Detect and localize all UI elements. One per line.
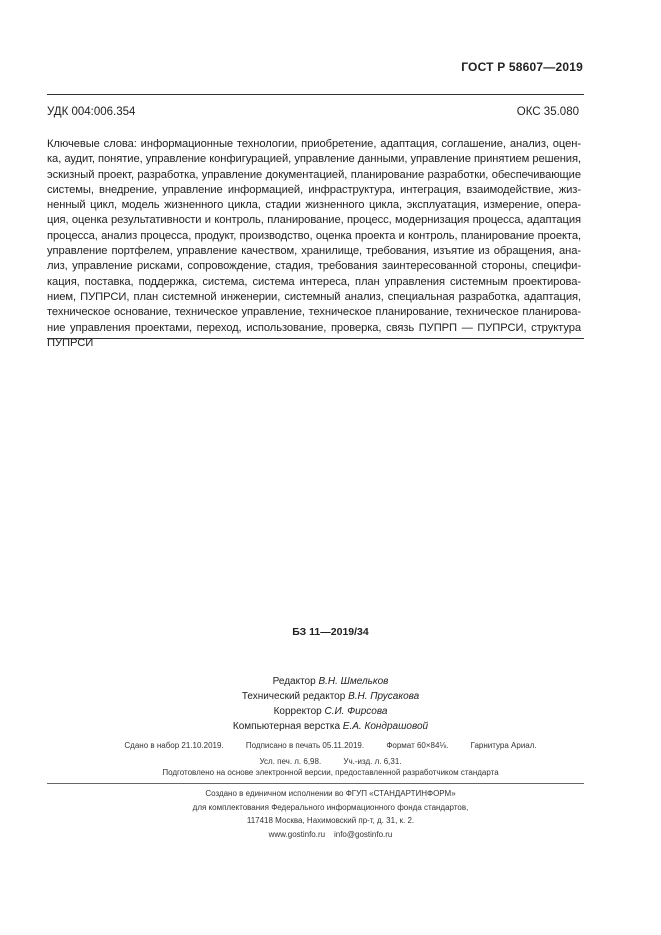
print-sheets: Усл. печ. л. 6,98. <box>259 757 322 766</box>
signed-date: Подписано в печать 05.11.2019. <box>245 741 365 750</box>
keywords-block <box>47 137 581 351</box>
oks-code: ОКС 35.080 <box>516 106 579 118</box>
website-link[interactable]: www.gostinfo.ru <box>268 829 326 839</box>
keywords-line: кация, поставка, поддержка, система, система интереса, план управления системным проектирова- <box>47 275 581 288</box>
typeface: Гарнитура Ариал. <box>470 741 537 750</box>
print-info <box>0 738 661 770</box>
keywords-line: управление портфелем, управление качеством, хранилище, требования, изъятие из обращения, ана- <box>47 245 581 258</box>
publisher-sheets: Уч.-изд. л. 6,31. <box>343 757 402 766</box>
paper-format: Формат 60×84⅛. <box>386 741 449 750</box>
header-divider <box>47 94 584 95</box>
keywords-line: Ключевые слова: информационные технологии, приобретение, адаптация, соглашение, анализ, оцен- <box>47 138 581 150</box>
tech-editor-line: Технический редактор В.Н. Прусакова <box>241 691 420 702</box>
keywords-line: ка, аудит, понятие, управление конфигурацией, управление данными, управление принятием решения, <box>47 153 581 166</box>
editor-name: В.Н. Шмельков <box>318 676 389 687</box>
keywords-line: процесса, анализ процесса, продукт, производство, оценка проекта и контроль, планирование проекта, <box>47 229 581 242</box>
credits-block <box>0 674 661 734</box>
keywords-line: ция, оценка результативности и контроль, планирование, процесс, модернизация процесса, адаптация <box>47 214 581 227</box>
layout-name: Е.А. Кондрашовой <box>342 721 429 732</box>
keywords-line: техническое основание, техническое управление, техническое планирование, техническое планирова- <box>47 306 581 319</box>
publisher-block <box>0 787 661 841</box>
keywords-line: нием, ПУПРСИ, план системной инженерии, системный анализ, специальная разработка, адаптация, <box>47 290 581 303</box>
layout-line: Компьютерная верстка Е.А. Кондрашовой <box>232 721 429 732</box>
publisher-line-1: Создано в единичном исполнении во ФГУП «СТАНДАРТИНФОРМ» <box>205 789 456 798</box>
keywords-line: ПУПРСИ <box>47 336 94 349</box>
publisher-line-2: для комплектования Федерального информационного фонда стандартов, <box>192 802 469 812</box>
keywords-line: системы, внедрение, управление информацией, инфраструктура, интеграция, взаимодействие, жиз- <box>47 183 581 196</box>
keywords-line: эскизный проект, разработка, управление документацией, планирование разработки, обеспечивающие <box>47 168 581 181</box>
print-info-line-1 <box>0 738 661 754</box>
keywords-line: ненный цикл, модель жизненного цикла, стадии жизненного цикла, эксплуатация, измерение, опера- <box>47 199 581 212</box>
keywords-divider <box>47 338 584 339</box>
publisher-contacts <box>0 828 661 842</box>
standard-number: ГОСТ Р 58607—2019 <box>461 60 583 74</box>
prepared-note: Подготовлено на основе электронной версии, предоставленной разработчиком стандарта <box>162 768 499 777</box>
udk-code: УДК 004:006.354 <box>47 106 136 118</box>
corrector-line: Корректор С.И. Фирсова <box>273 706 388 717</box>
corrector-name: С.И. Фирсова <box>324 706 388 717</box>
keywords-line: ние управления проектами, переход, использование, проверка, связь ПУПРП — ПУПРСИ, структура <box>47 321 581 334</box>
editor-line: Редактор В.Н. Шмельков <box>272 676 389 687</box>
tech-editor-name: В.Н. Прусакова <box>348 691 420 702</box>
email-link[interactable]: info@gostinfo.ru <box>333 829 393 839</box>
footer-divider <box>47 783 584 784</box>
bz-number: БЗ 11—2019/34 <box>292 626 369 638</box>
publisher-address: 117418 Москва, Нахимовский пр-т, д. 31, к. 2. <box>246 816 415 825</box>
submitted-date: Сдано в набор 21.10.2019. <box>124 741 224 750</box>
keywords-line: лиз, управление рисками, сопровождение, стадия, требования заинтересованной стороны, специфи- <box>47 260 581 273</box>
